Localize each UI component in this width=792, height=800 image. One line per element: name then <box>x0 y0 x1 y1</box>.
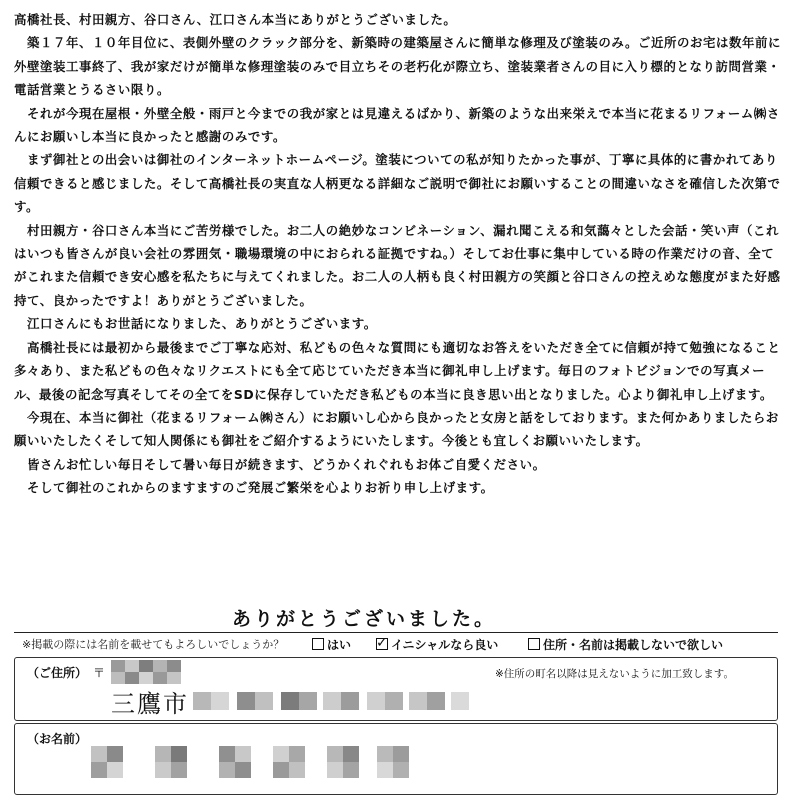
option-yes[interactable] <box>312 635 351 655</box>
letter-paragraph-9: 皆さんお忙しい毎日そして暑い毎日が続きます、どうかくれぐれもお体ご自愛ください。 <box>14 456 546 472</box>
checkbox-no-publish[interactable] <box>528 638 540 650</box>
letter-paragraph-10: そして御社のこれからのますますのご発展ご繁栄を心よりお祈り申し上げます。 <box>14 480 494 496</box>
option-initials-label: イニシャルなら良い <box>391 638 499 652</box>
letter-body <box>14 8 784 500</box>
name-label: （お名前） <box>27 732 88 746</box>
address-note: ※住所の町名以降は見えないように加工致します。 <box>495 668 734 680</box>
address-label: （ご住所） <box>27 666 88 680</box>
option-no-publish[interactable] <box>528 635 723 655</box>
letter-paragraph-1: 高橋社長、村田親方、谷口さん、江口さん本当にありがとうございました。 <box>14 12 457 27</box>
address-field <box>14 657 778 721</box>
letter-paragraph-3: それが今現在屋根・外壁全般・雨戸と今までの我が家とは見違えるばかり、新築のような出来栄えで本当に花まるリフォーム㈱さんにお願いし本当に良かったと感謝のみです。 <box>14 105 780 145</box>
address-city: 三鷹市 <box>111 690 189 718</box>
option-initials[interactable] <box>376 635 498 655</box>
closing-thanks: ありがとうございました。 <box>232 608 497 630</box>
option-yes-label: はい <box>327 638 352 652</box>
consent-question: ※掲載の際には名前を載せてもよろしいでしょうか？ <box>22 638 285 651</box>
letter-paragraph-8: 今現在、本当に御社（花まるリフォーム㈱さん）にお願いし心から良かったと女房と話をしております。また何かありましたらお願いいたしたくそして知人関係にも御社をご紹介するようにいたします。今後とも宜しくお願いいたします。 <box>14 409 779 449</box>
letter-paragraph-7: 高橋社長には最初から最後までご丁寧な応対、私どもの色々な質問にも適切なお答えをいただき全てに信頼が持て勉強になること多々あり、また私どもの色々なリクエストにも全て応じていただき本当に御礼申し上げます。毎日のフォトビジョンでの写真メール、最後の記念写真そしてその全てをSDに保存していただき私どもの本当に良き思い出となりました。心より御礼申し上げます。 <box>14 339 781 402</box>
name-field <box>14 723 778 795</box>
publication-form <box>14 632 778 795</box>
postal-mark: 〒 <box>93 666 106 680</box>
letter-paragraph-4: まず御社との出会いは御社のインターネットホームページ。塗装についての私が知りたかった事が、丁寧に具体的に書かれてあり信頼できると感じました。そして高橋社長の実直な人柄更なる詳細なご説明で御社にお願いすることの間違いなさを確信した次第です。 <box>14 152 781 215</box>
checkbox-yes[interactable] <box>312 638 324 650</box>
letter-paragraph-5: 村田親方・谷口さん本当にご苦労様でした。お二人の絶妙なコンビネーション、漏れ聞こえる和気藹々とした会話・笑い声（これはいつも皆さんが良い会社の雰囲気・職場環境の中におられる証拠ですね。）そしてお仕事に集中している時の作業だけの音、全てがこれまた信頼でき安心感を私たちに与えてくれました。お二人の人柄も良く村田親方の笑顔と谷口さんの控えめな態度がまた好感持て、良かったですよ！ありがとうございました。 <box>14 222 781 308</box>
checkbox-initials-checked[interactable] <box>376 638 388 650</box>
letter-paragraph-2: 築１７年、１０年目位に、表側外壁のクラック部分を、新築時の建築屋さんに簡単な修理及び塗装のみ。ご近所のお宅は数年前に外壁塗装工事終了、我が家だけが簡単な修理塗装のみで目立ちその老朽化が際立ち、塗装業者さんの目に入り標的となり訪問営業・電話営業とうるさい限り。 <box>14 35 781 98</box>
letter-paragraph-6: 江口さんにもお世話になりました、ありがとうございます。 <box>14 316 377 332</box>
consent-row <box>14 635 778 655</box>
option-no-publish-label: 住所・名前は掲載しないで欲しい <box>543 638 724 652</box>
